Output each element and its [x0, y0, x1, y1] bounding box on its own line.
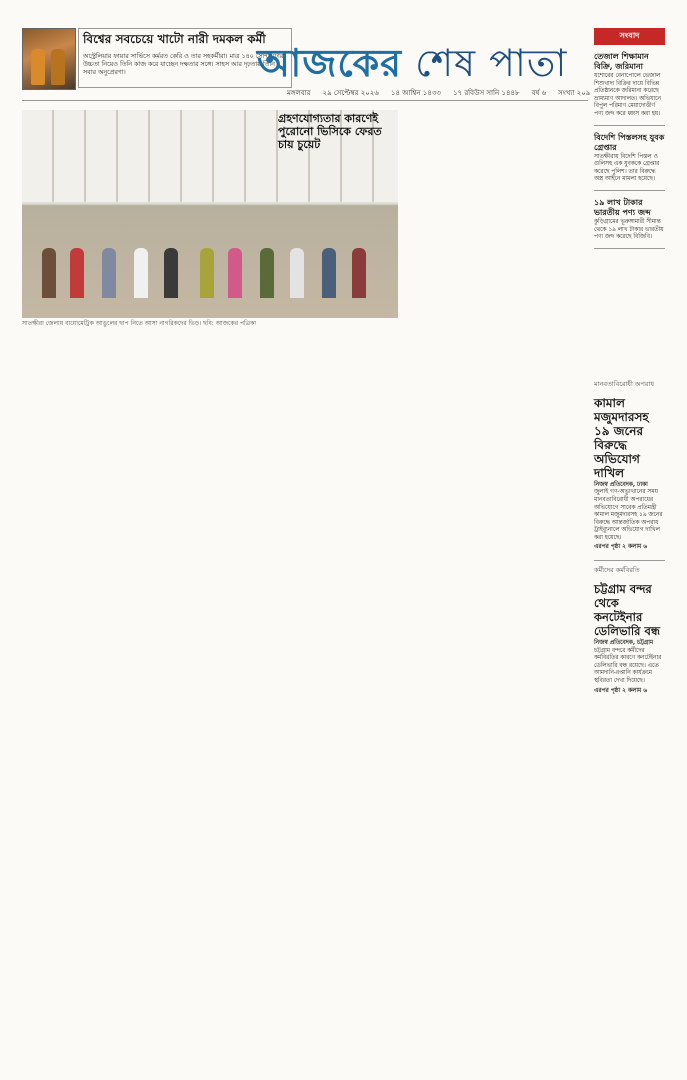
- firefighter-figure: [51, 49, 65, 85]
- kamal-body: জুলাই গণ-অভ্যুত্থানের সময় মানবতাবিরোধী অপরাধের অভিযোগে সাবেক প্রতিমন্ত্রী কামাল মজুমদারসহ ১৯ জনের বিরুদ্ধে আন্তর্জাতিক অপরাধ ট্রাইব্যুনালে অভিযোগ দাখিল করা হয়েছে।: [594, 489, 663, 541]
- masthead[interactable]: [257, 34, 597, 85]
- divider: [594, 190, 665, 191]
- sidebar-story-body: সাতক্ষীরায় বিদেশি পিস্তল ও গুলিসহ এক যুবককে গ্রেপ্তার করেছে পুলিশ। তার বিরুদ্ধে অস্ত্র আইনে মামলা হয়েছে।: [594, 153, 660, 183]
- person-figure: [290, 248, 304, 298]
- person-figure: [134, 248, 148, 298]
- vc-headline: গ্রহণযোগ্যতার কারণেই পুরোনো ভিসিকে ফেরত চায় চুয়েট: [278, 112, 382, 151]
- person-figure: [352, 248, 366, 298]
- sidebar-story-body: যশোরের বেনাপোলে ভেজাল শিশুখাদ্য বিক্রির দায়ে বিভিন্ন প্রতিষ্ঠানকে জরিমানা করেছে ভ্রাম্যমাণ আদালত। অভিযানে বিপুল পরিমাণ মেয়াদোত্তীর্ণ পণ্য জব্দ করে ধ্বংস করা হয়।: [594, 73, 661, 117]
- dateline-item: সংখ্যা ২০৯: [558, 89, 591, 97]
- dateline-item: বর্ষ ৬: [531, 89, 547, 97]
- port-continued[interactable]: এরপর পৃষ্ঠা ২ কলাম ৬: [594, 687, 647, 694]
- kamal-byline: নিজস্ব প্রতিবেদক, ঢাকা: [594, 481, 648, 488]
- port-byline: নিজস্ব প্রতিবেদক, চট্টগ্রাম: [594, 640, 654, 647]
- top-teaser-body: অস্ট্রেলিয়ার ফায়ার সার্ভিসে কর্মরত কেরি ও তার সহকর্মীরা। মাত্র ১৪০ সেন্টিমিটার উচ্চতা নিয়েও তিনি কাজ করে যাচ্ছেন দক্ষতার সঙ্গে। সাহস আর দৃঢ়তায় তিনি সবার অনুপ্রেরণা।: [83, 53, 284, 76]
- sidebar-story-title: তেজাল শিক্ষামান বিক্রি, জরিমানা: [594, 51, 649, 71]
- port-kicker: কর্মীদের কর্মবিরতি: [594, 566, 640, 575]
- dateline-item: ১৭ রবিউস সানি ১৪৪৮: [453, 89, 520, 97]
- person-figure: [200, 248, 214, 298]
- divider: [594, 125, 665, 126]
- divider: [594, 248, 665, 249]
- sidebar-story[interactable]: [594, 197, 665, 242]
- newspaper-page: [22, 28, 665, 1068]
- news-sidebar: [594, 28, 665, 1068]
- firefighter-photo: [22, 28, 76, 90]
- person-figure: [164, 248, 178, 298]
- person-figure: [228, 248, 242, 298]
- sidebar-story-port[interactable]: [594, 565, 665, 695]
- vc-story-visible[interactable]: [278, 112, 396, 151]
- port-headline: চট্টগ্রাম বন্দর থেকে কনটেইনার ডেলিভারি বন্ধ: [594, 582, 661, 639]
- person-figure: [102, 248, 116, 298]
- firefighter-figure: [31, 49, 45, 85]
- sidebar-story-title: বিদেশি পিস্তলসহ যুবক গ্রেপ্তার: [594, 131, 665, 152]
- kamal-headline: কামাল মজুমদারসহ ১৯ জনের বিরুদ্ধে অভিযোগ দাখিল: [594, 395, 649, 480]
- sidebar-header: সংবাদ: [594, 28, 665, 45]
- masthead-title-a: আজকের: [257, 40, 403, 85]
- dateline-item: মঙ্গলবার: [287, 89, 311, 97]
- sidebar-story[interactable]: [594, 132, 665, 184]
- divider: [594, 560, 665, 561]
- port-body: চট্টগ্রাম বন্দরে কর্মীদের কর্মবিরতির কারণে কনটেইনার ডেলিভারি বন্ধ রয়েছে। এতে আমদানি-রপ্তানি কার্যক্রমে স্থবিরতা দেখা দিয়েছে।: [594, 647, 662, 685]
- person-figure: [322, 248, 336, 298]
- person-figure: [42, 248, 56, 298]
- sidebar-story-body: কুড়িগ্রামের ভূরুঙ্গামারী সীমান্ত থেকে ১৯ লাখ টাকার ভারতীয় পণ্য জব্দ করেছে বিজিবি।: [594, 218, 664, 241]
- sidebar-story-title: ১৯ লাখ টাকার ভারতীয় পণ্য জব্দ: [594, 196, 651, 217]
- dateline-item: ২৯ সেপ্টেম্বর ২০২৬: [322, 89, 379, 97]
- person-figure: [70, 248, 84, 298]
- dateline-item: ১৪ আশ্বিন ১৪৩৩: [390, 89, 441, 97]
- top-teaser-headline: বিশ্বের সবচেয়ে খাটো নারী দমকল কর্মী: [83, 32, 266, 46]
- dateline: [287, 87, 607, 99]
- sidebar-story[interactable]: [594, 51, 665, 119]
- lead-photo-caption: সাতক্ষীরা জেলায় বায়োমেট্রিক আঙুলের ছাপ নিতে আসা নাগরিকদের ভিড়। ছবি: আজকের পত্রিকা: [22, 320, 257, 327]
- masthead-rule: [22, 100, 588, 101]
- masthead-title-b: শেষ পাতা: [402, 41, 568, 85]
- kamal-continued[interactable]: এরপর পৃষ্ঠা ২ কলাম ৬: [594, 544, 647, 551]
- kamal-kicker: মানবতাবিরোধী অপরাধ: [594, 379, 655, 388]
- sidebar-story-kamal[interactable]: [594, 379, 665, 552]
- person-figure: [260, 248, 274, 298]
